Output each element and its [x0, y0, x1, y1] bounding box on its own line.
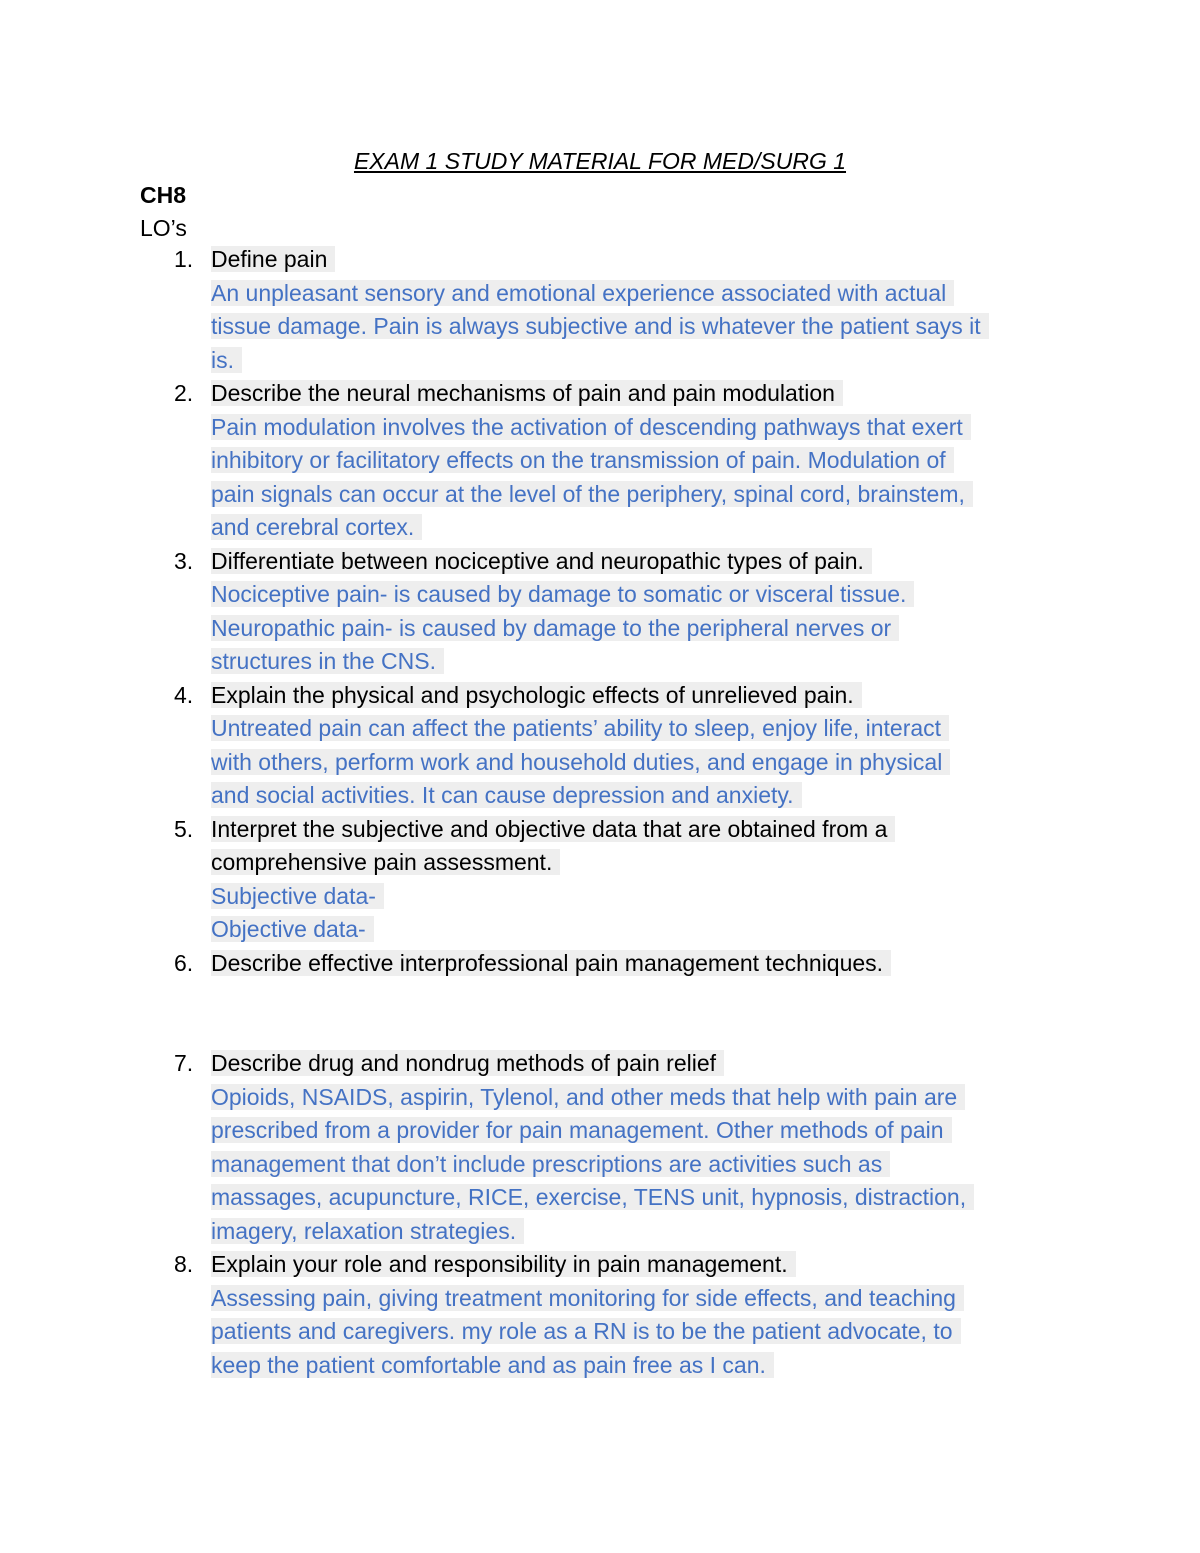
answer-line: An unpleasant sensory and emotional experience associated with actual — [211, 277, 1061, 311]
question-line: Describe the neural mechanisms of pain and pain modulation — [211, 377, 1061, 411]
answer-line: Opioids, NSAIDS, aspirin, Tylenol, and other meds that help with pain are — [211, 1081, 1061, 1115]
answer-line: is. — [211, 344, 1061, 378]
list-item-number: 1. — [174, 246, 194, 272]
list-item-number: 3. — [174, 547, 194, 574]
section-label: LO’s — [140, 215, 187, 241]
list-item-body — [211, 947, 1061, 981]
document-title: EXAM 1 STUDY MATERIAL FOR MED/SURG 1 — [353, 148, 847, 174]
answer-line: keep the patient comfortable and as pain free as I can. — [211, 1349, 1061, 1383]
answer-line: Neuropathic pain- is caused by damage to the peripheral nerves or — [211, 612, 1061, 646]
list-item-body — [211, 1047, 1061, 1248]
list-item-body — [211, 813, 1061, 947]
answer-line: structures in the CNS. — [211, 645, 1061, 679]
list-item-body — [211, 1248, 1061, 1382]
list-item-body — [211, 243, 1061, 377]
list-item-number: 6. — [174, 949, 194, 976]
answer-line: with others, perform work and household duties, and engage in physical — [211, 746, 1061, 780]
list-item-body — [211, 377, 1061, 545]
question-line: Define pain — [211, 243, 1061, 277]
question-line: comprehensive pain assessment. — [211, 846, 1061, 880]
question-line: Interpret the subjective and objective data that are obtained from a — [211, 813, 1061, 847]
answer-line: Objective data- — [211, 913, 1061, 947]
answer-line: pain signals can occur at the level of the periphery, spinal cord, brainstem, — [211, 478, 1061, 512]
list-item-number: 5. — [174, 815, 194, 842]
answer-line: management that don’t include prescriptions are activities such as — [211, 1148, 1061, 1182]
list-item-number: 8. — [174, 1251, 194, 1277]
answer-line: Assessing pain, giving treatment monitoring for side effects, and teaching — [211, 1282, 1061, 1316]
question-line: Differentiate between nociceptive and neuropathic types of pain. — [211, 545, 1061, 579]
question-line: Describe effective interprofessional pain management techniques. — [211, 947, 1061, 981]
answer-line: Nociceptive pain- is caused by damage to somatic or visceral tissue. — [211, 578, 1061, 612]
answer-line: Subjective data- — [211, 880, 1061, 914]
answer-line: patients and caregivers. my role as a RN is to be the patient advocate, to — [211, 1315, 1061, 1349]
answer-line: tissue damage. Pain is always subjective and is whatever the patient says it — [211, 310, 1061, 344]
list-item-number: 4. — [174, 681, 194, 708]
answer-line: and social activities. It can cause depression and anxiety. — [211, 779, 1061, 813]
answer-line: imagery, relaxation strategies. — [211, 1215, 1061, 1249]
question-line: Explain your role and responsibility in pain management. — [211, 1248, 1061, 1282]
answer-line: prescribed from a provider for pain management. Other methods of pain — [211, 1114, 1061, 1148]
chapter-heading: CH8 — [140, 182, 187, 208]
list-item-body — [211, 679, 1061, 813]
list-item-number: 2. — [174, 380, 194, 406]
list-item-body — [211, 545, 1061, 679]
answer-line: Pain modulation involves the activation of descending pathways that exert — [211, 411, 1061, 445]
list-item-number: 7. — [174, 1050, 194, 1076]
answer-line: and cerebral cortex. — [211, 511, 1061, 545]
answer-line: massages, acupuncture, RICE, exercise, TENS unit, hypnosis, distraction, — [211, 1181, 1061, 1215]
question-line: Explain the physical and psychologic effects of unrelieved pain. — [211, 679, 1061, 713]
answer-line: Untreated pain can affect the patients’ ability to sleep, enjoy life, interact — [211, 712, 1061, 746]
answer-line: inhibitory or facilitatory effects on the transmission of pain. Modulation of — [211, 444, 1061, 478]
question-line: Describe drug and nondrug methods of pain relief — [211, 1047, 1061, 1081]
